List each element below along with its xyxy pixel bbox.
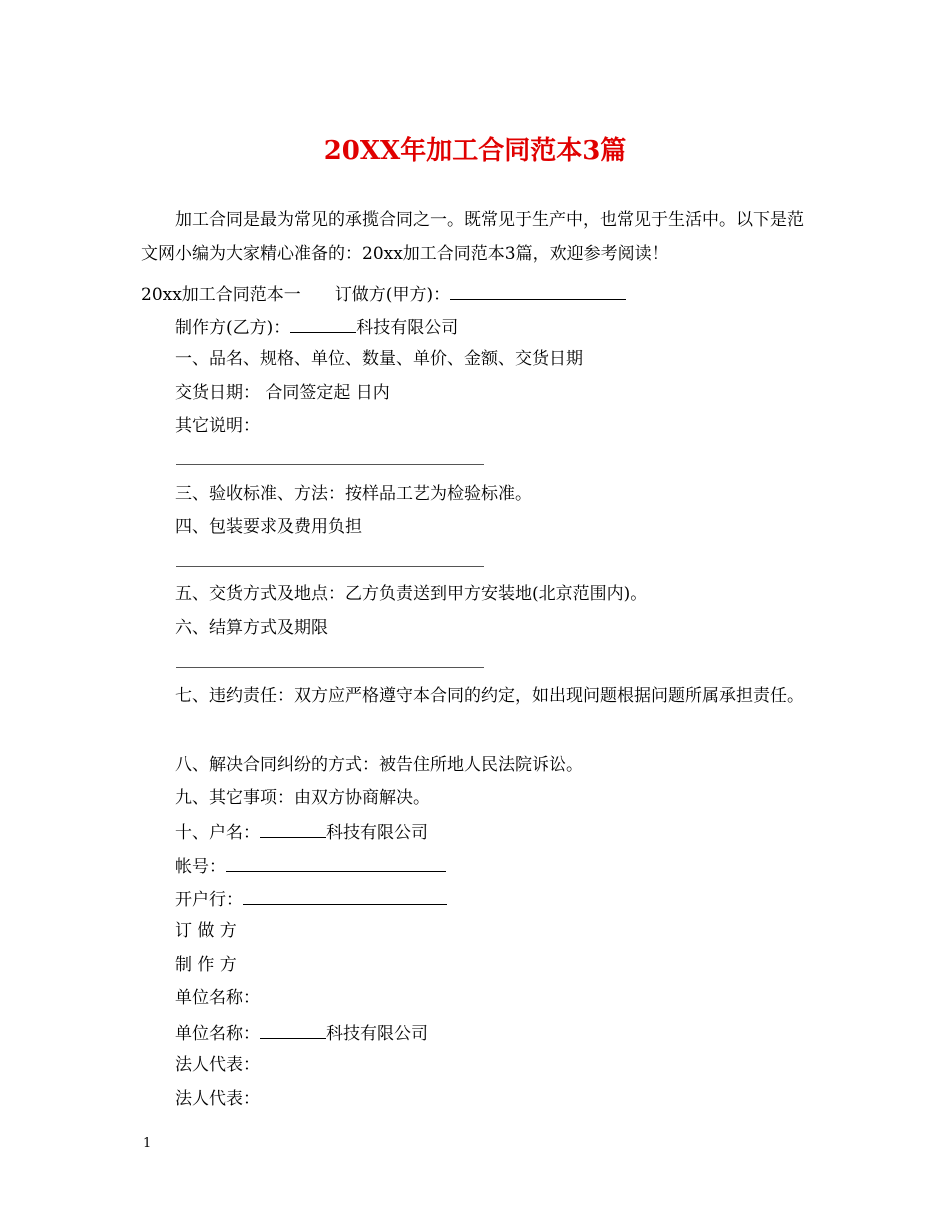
legal-rep-1: 法人代表：	[175, 1055, 260, 1075]
item-7: 七、违约责任：双方应严格遵守本合同的约定，如出现问题根据问题所属承担责任。	[175, 686, 804, 706]
maker-line	[175, 316, 458, 338]
orderer-signature: 订 做 方	[175, 921, 237, 941]
maker-blank	[290, 316, 356, 333]
item-9: 九、其它事项：由双方协商解决。	[175, 788, 430, 808]
account-name-blank	[260, 821, 326, 838]
page-number: 1	[143, 1136, 152, 1151]
maker-company: 科技有限公司	[356, 318, 459, 338]
orderer-blank	[450, 283, 626, 300]
unit-name-2-company: 科技有限公司	[326, 1024, 428, 1044]
item-1: 一、品名、规格、单位、数量、单价、金额、交货日期	[175, 349, 583, 369]
item-8: 八、解决合同纠纷的方式：被告住所地人民法院诉讼。	[175, 755, 583, 775]
unit-name-2-label: 单位名称：	[175, 1024, 260, 1044]
other-notes: 其它说明：	[175, 416, 260, 436]
maker-signature: 制 作 方	[175, 955, 237, 975]
document-title: 20XX年加工合同范本3篇	[323, 136, 627, 166]
blank-line-1	[176, 464, 484, 465]
item-4: 四、包装要求及费用负担	[175, 517, 362, 537]
unit-name-2-blank	[260, 1022, 326, 1039]
section-heading-line	[141, 283, 626, 305]
account-company: 科技有限公司	[326, 823, 428, 843]
bank-label: 开户行：	[175, 890, 243, 910]
account-blank	[226, 855, 446, 872]
blank-line-2	[176, 566, 484, 567]
maker-label: 制作方(乙方)：	[175, 318, 291, 338]
bank-blank	[243, 888, 447, 905]
account-line	[175, 855, 446, 877]
legal-rep-2: 法人代表：	[175, 1089, 260, 1109]
account-name-label: 十、户名：	[175, 823, 260, 843]
section-heading: 20xx加工合同范本一	[141, 285, 301, 305]
item-10-line	[175, 821, 428, 843]
blank-line-3	[176, 667, 484, 668]
unit-name-1: 单位名称：	[175, 988, 260, 1008]
item-3: 三、验收标准、方法：按样品工艺为检验标准。	[175, 484, 532, 504]
intro-paragraph: 加工合同是最为常见的承揽合同之一。既常见于生产中，也常见于生活中。以下是范文网小编为大家精心准备的：20xx加工合同范本3篇，欢迎参考阅读！	[141, 210, 804, 264]
bank-line	[175, 888, 447, 910]
unit-name-2-line	[175, 1022, 428, 1044]
item-5: 五、交货方式及地点：乙方负责送到甲方安装地(北京范围内)。	[175, 584, 648, 604]
delivery-date: 交货日期： 合同签定起 日内	[175, 383, 390, 403]
account-label: 帐号：	[175, 857, 226, 877]
orderer-label: 订做方(甲方)：	[334, 285, 451, 305]
item-6: 六、结算方式及期限	[175, 618, 328, 638]
